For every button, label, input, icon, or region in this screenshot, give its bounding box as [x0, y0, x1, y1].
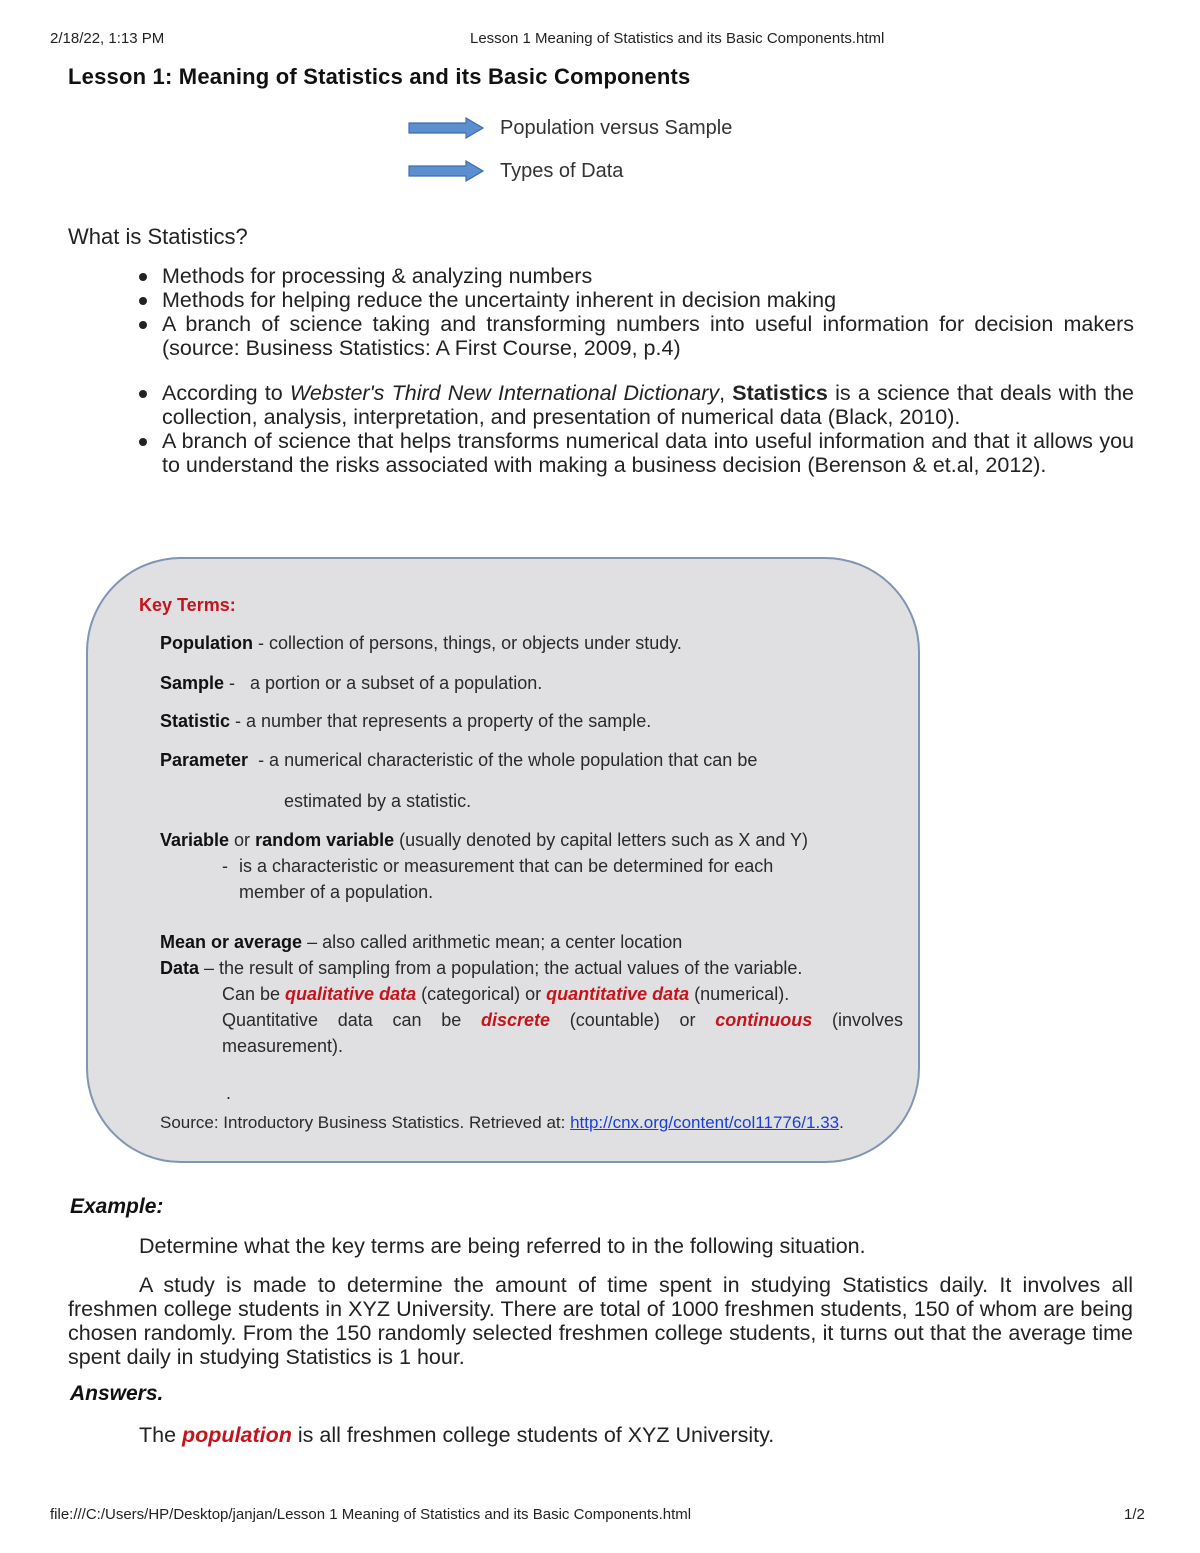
- discrete-term: discrete: [481, 1010, 551, 1030]
- variable-dash: -: [222, 856, 228, 876]
- term-parameter: [160, 750, 757, 771]
- definition: - collection of persons, things, or objects under study.: [253, 633, 682, 653]
- topic-label: Types of Data: [500, 159, 624, 182]
- print-page-title: Lesson 1 Meaning of Statistics and its Basic Components.html: [470, 30, 885, 47]
- key-terms-heading: Key Terms:: [139, 595, 236, 615]
- continuous-term: continuous: [715, 1010, 813, 1030]
- print-page-number: 1/2: [1124, 1506, 1145, 1523]
- population-term: population: [182, 1423, 292, 1447]
- term: Parameter: [160, 750, 249, 770]
- term-statistic: [160, 711, 651, 732]
- quantitative-term: quantitative data: [546, 984, 690, 1004]
- text: (involves: [812, 1010, 904, 1030]
- text: ,: [719, 381, 733, 405]
- definition: – the result of sampling from a population; the actual values of the variable.: [199, 958, 803, 978]
- text: is all freshmen college students of XYZ University.: [291, 1423, 775, 1447]
- text: or: [229, 830, 256, 850]
- list-item: Methods for helping reduce the uncertainty inherent in decision making: [136, 288, 1134, 312]
- list-item: A branch of science that helps transforms numerical data into useful information and that it allows you to understand the risks associated with making a business decision (Berenson & et.al, 2012).: [136, 429, 1134, 477]
- definition-list-b: [136, 381, 1134, 477]
- definition: – also called arithmetic mean; a center location: [302, 932, 683, 952]
- term: Mean or average: [160, 932, 303, 952]
- text: According to: [162, 381, 290, 405]
- print-file-path: file:///C:/Users/HP/Desktop/janjan/Lesson 1 Meaning of Statistics and its Basic Components.html: [50, 1506, 692, 1523]
- list-item: [136, 381, 1134, 429]
- term: Population: [160, 633, 253, 653]
- definition: - a number that represents a property of the sample.: [230, 711, 652, 731]
- text: is a science that deals with the collection, analysis, interpretation, and presentation of numerical data (Black, 2010).: [162, 381, 1135, 429]
- term-parameter-cont: estimated by a statistic.: [284, 791, 472, 811]
- list-item: A branch of science taking and transforming numbers into useful information for decision makers (source: Business Statistics: A First Course, 2009, p.4): [136, 312, 1134, 360]
- topic-types-of-data: [408, 156, 623, 186]
- term-population: [160, 633, 682, 654]
- stray-dot: .: [226, 1083, 232, 1103]
- lesson-title: Lesson 1: Meaning of Statistics and its Basic Components: [68, 64, 691, 89]
- dictionary-title: Webster's Third New International Dictionary: [289, 381, 720, 405]
- definition: - a portion or a subset of a population.: [224, 673, 543, 693]
- text: Can be: [222, 984, 286, 1004]
- source-link[interactable]: http://cnx.org/content/col11776/1.33: [570, 1113, 840, 1132]
- term-variable: [160, 830, 808, 851]
- variable-def-line1: is a characteristic or measurement that can be determined for each: [239, 856, 774, 876]
- text: (numerical).: [689, 984, 790, 1004]
- example-instruction: Determine what the key terms are being referred to in the following situation.: [139, 1234, 866, 1258]
- text: (categorical) or: [416, 984, 547, 1004]
- term: Sample: [160, 673, 225, 693]
- term-sample: [160, 673, 542, 694]
- example-heading: Example:: [70, 1195, 164, 1218]
- text: The: [139, 1423, 183, 1447]
- definition: - a numerical characteristic of the whole population that can be: [248, 750, 758, 770]
- variable-def-line2: member of a population.: [239, 882, 434, 902]
- answer-population: [139, 1423, 774, 1447]
- quantitative-types-line2: measurement).: [222, 1036, 344, 1056]
- text: (countable) or: [550, 1010, 716, 1030]
- term-mean: [160, 932, 682, 953]
- answers-heading: Answers.: [70, 1382, 164, 1405]
- data-types-line: [222, 984, 789, 1005]
- term: Variable: [160, 830, 230, 850]
- term-data: [160, 958, 802, 979]
- text: Source: Introductory Business Statistics. Retrieved at:: [160, 1113, 571, 1132]
- right-arrow-icon: [408, 117, 484, 139]
- text: Quantitative data can be: [222, 1010, 481, 1030]
- text: .: [839, 1113, 844, 1132]
- list-item: Methods for processing & analyzing numbers: [136, 264, 1134, 288]
- source-line: [160, 1113, 844, 1133]
- definition-list-a: [136, 264, 1134, 360]
- right-arrow-icon: [408, 160, 484, 182]
- print-datetime: 2/18/22, 1:13 PM: [50, 30, 165, 47]
- term: random variable: [255, 830, 395, 850]
- definition: (usually denoted by capital letters such as X and Y): [394, 830, 809, 850]
- question-heading: What is Statistics?: [68, 224, 248, 249]
- term: Data: [160, 958, 200, 978]
- qualitative-term: qualitative data: [285, 984, 417, 1004]
- statistics-term: Statistics: [732, 381, 828, 405]
- quantitative-types-line: [222, 1010, 903, 1031]
- term: Statistic: [160, 711, 231, 731]
- topic-label: Population versus Sample: [500, 116, 733, 139]
- topic-population-vs-sample: [408, 113, 732, 143]
- example-scenario: A study is made to determine the amount of time spent in studying Statistics daily. It involves all freshmen college students in XYZ University. There are total of 1000 freshmen students, 150 of whom are being chosen randomly. From the 150 randomly selected freshmen college students, it turns out that the average time spent daily in studying Statistics is 1 hour.: [68, 1273, 1133, 1369]
